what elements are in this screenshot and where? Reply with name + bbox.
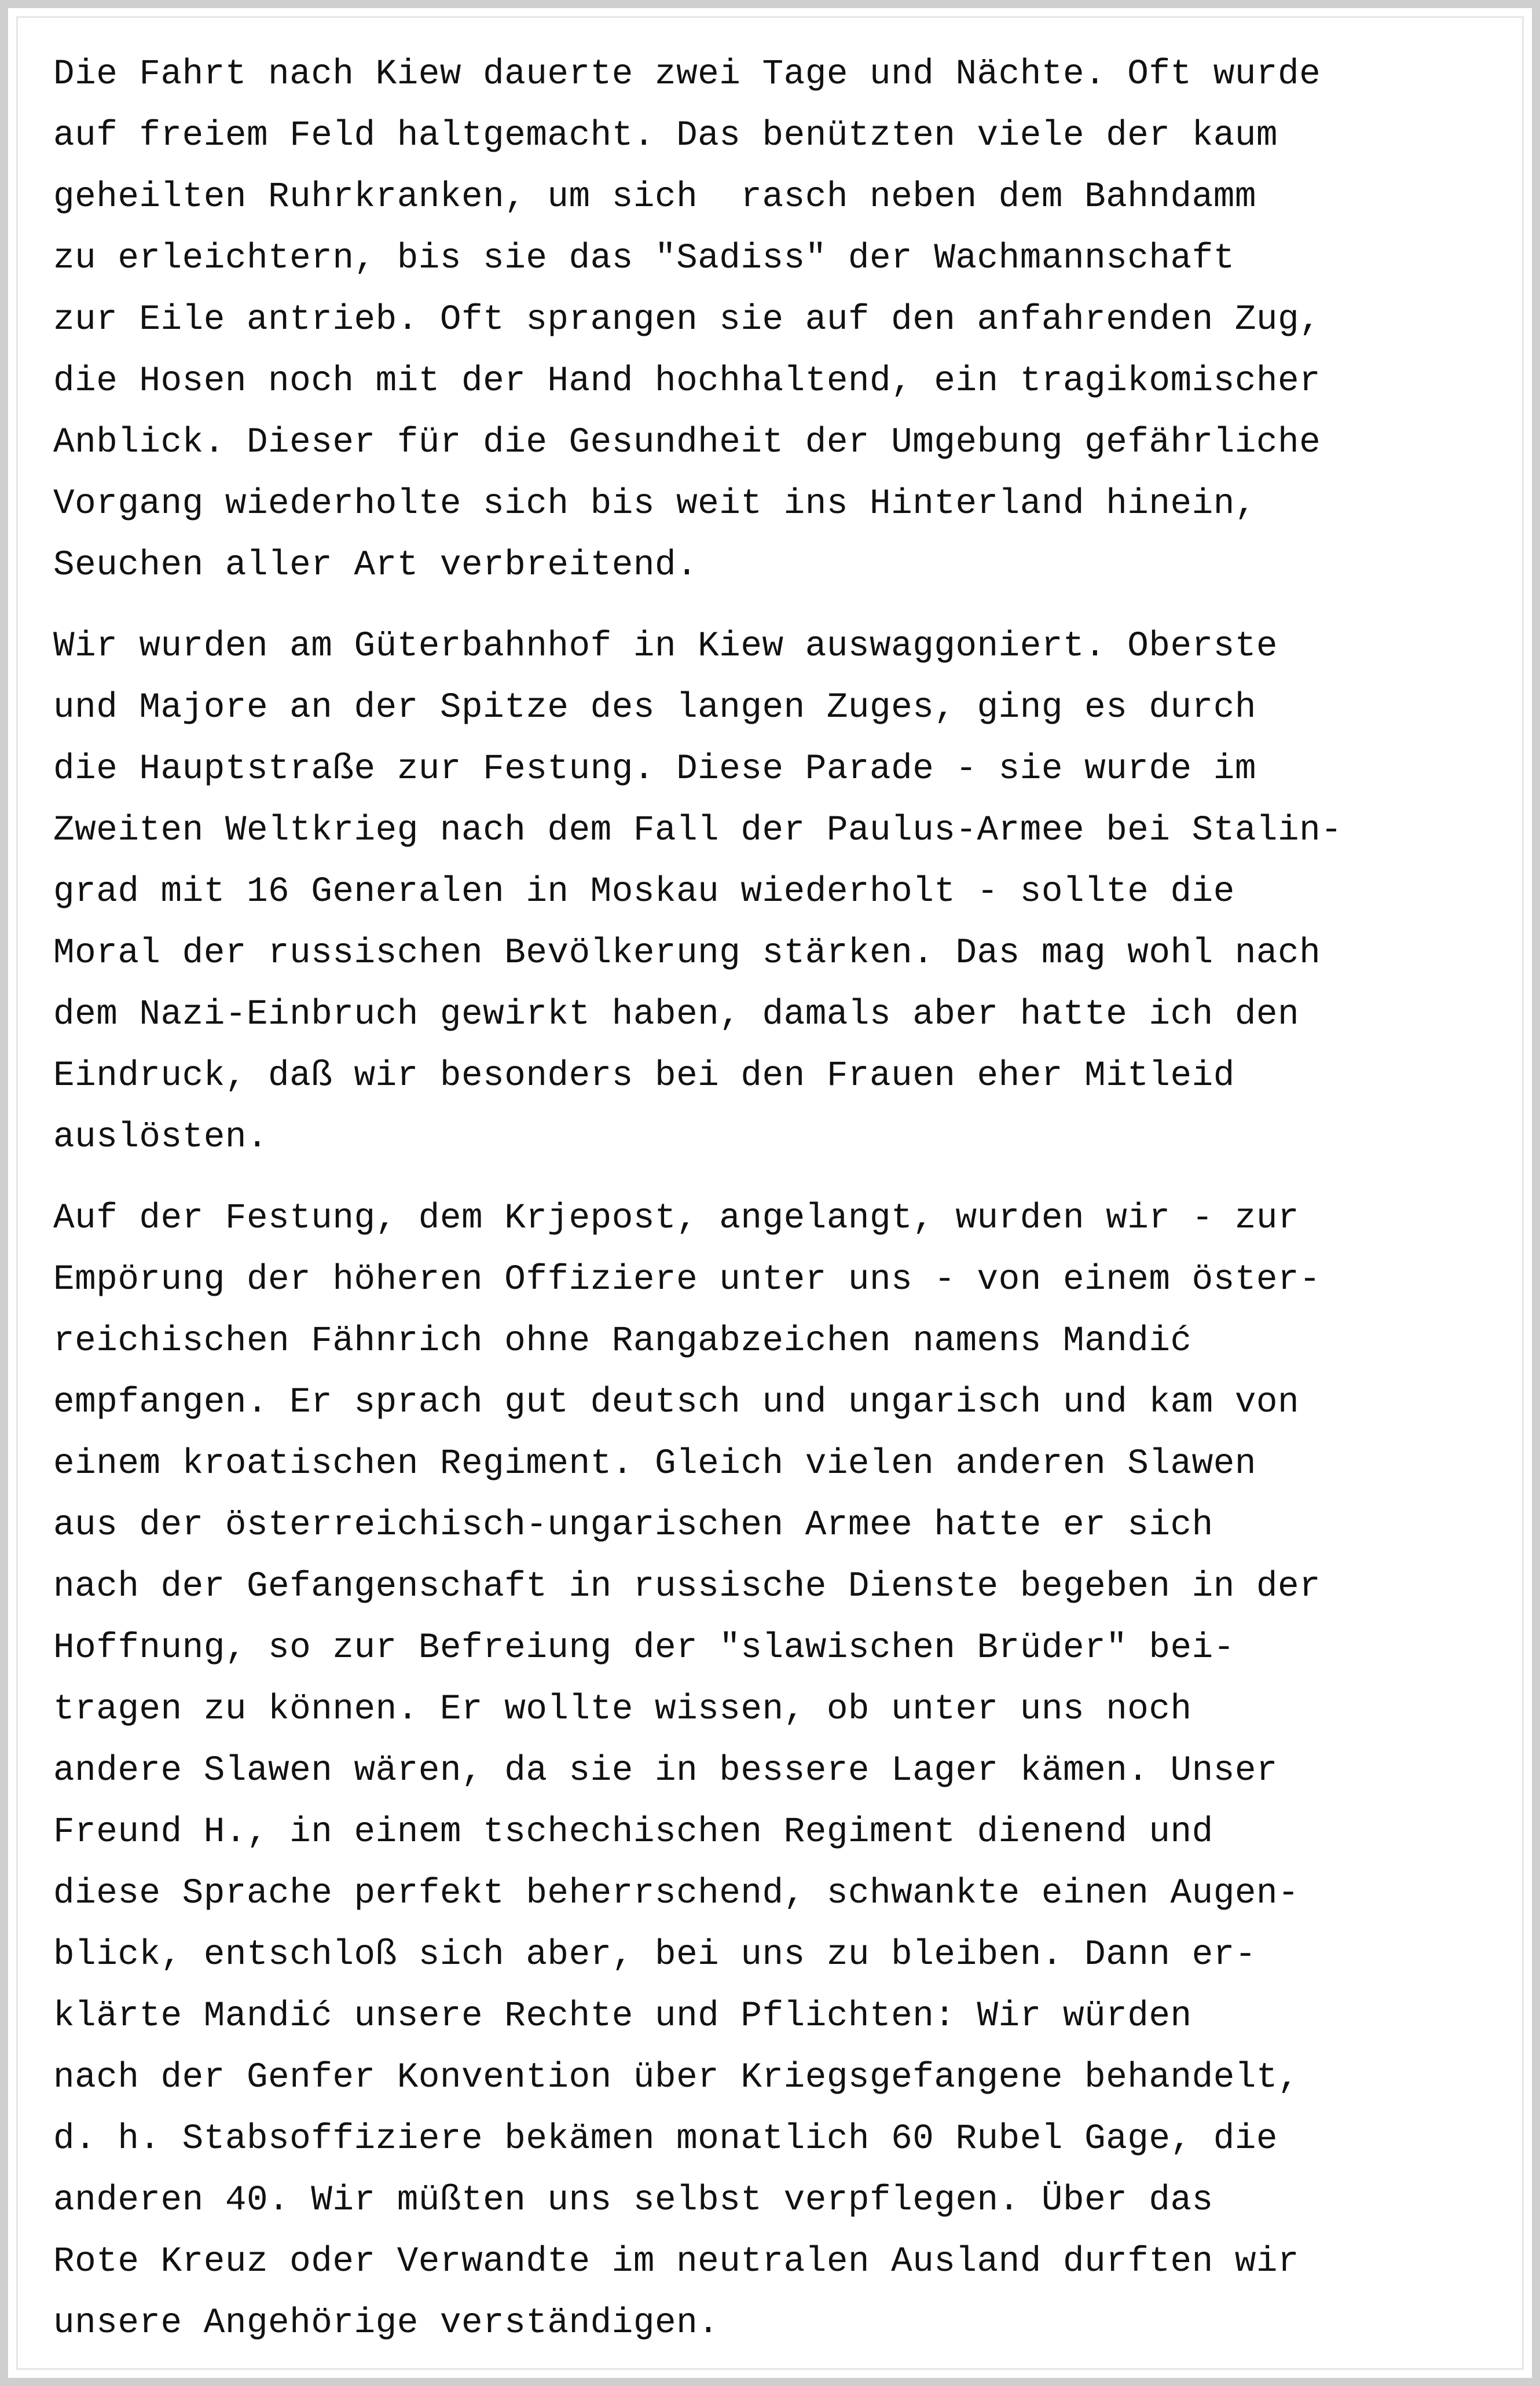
text-line: die Hosen noch mit der Hand hochhaltend, ein tragikomischer (53, 361, 1321, 401)
text-line: andere Slawen wären, da sie in bessere Lager kämen. Unser (53, 1751, 1278, 1791)
text-line: nach der Genfer Konvention über Kriegsgefangene behandelt, (53, 2058, 1300, 2098)
text-line: blick, entschloß sich aber, bei uns zu bleiben. Dann er- (53, 1935, 1256, 1975)
text-line: geheilten Ruhrkranken, um sich rasch neben dem Bahndamm (53, 177, 1256, 217)
document-text-body (53, 44, 1512, 2374)
text-line: dem Nazi-Einbruch gewirkt haben, damals aber hatte ich den (53, 995, 1300, 1035)
text-line: auf freiem Feld haltgemacht. Das benützten viele der kaum (53, 116, 1278, 156)
text-line: tragen zu können. Er wollte wissen, ob unter uns noch (53, 1689, 1192, 1729)
text-line: und Majore an der Spitze des langen Zuges, ging es durch (53, 688, 1256, 728)
text-line: die Hauptstraße zur Festung. Diese Parade - sie wurde im (53, 749, 1256, 789)
text-line: Hoffnung, so zur Befreiung der "slawischen Brüder" bei- (53, 1628, 1235, 1668)
text-line: diese Sprache perfekt beherrschend, schwankte einen Augen- (53, 1874, 1300, 1914)
text-line: grad mit 16 Generalen in Moskau wiederholt - sollte die (53, 872, 1235, 912)
text-line: zu erleichtern, bis sie das "Sadiss" der Wachmannschaft (53, 239, 1235, 278)
text-line: Freund H., in einem tschechischen Regiment dienend und (53, 1812, 1213, 1852)
text-line: Vorgang wiederholte sich bis weit ins Hinterland hinein, (53, 484, 1256, 524)
text-line: Wir wurden am Güterbahnhof in Kiew auswaggoniert. Oberste (53, 626, 1278, 666)
text-line: anderen 40. Wir müßten uns selbst verpflegen. Über das (53, 2180, 1213, 2220)
text-line: reichischen Fähnrich ohne Rangabzeichen namens Mandić (53, 1321, 1192, 1361)
paragraph-2 (53, 616, 1512, 1168)
text-line: Auf der Festung, dem Krjepost, angelangt, wurden wir - zur (53, 1199, 1300, 1238)
text-line: Moral der russischen Bevölkerung stärken. Das mag wohl nach (53, 933, 1321, 973)
text-line: Seuchen aller Art verbreitend. (53, 545, 698, 585)
text-line: Empörung der höheren Offiziere unter uns - von einem öster- (53, 1260, 1321, 1300)
text-line: unsere Angehörige verständigen. (53, 2303, 720, 2343)
text-line: Eindruck, daß wir besonders bei den Frauen eher Mitleid (53, 1056, 1235, 1096)
text-line: Rote Kreuz oder Verwandte im neutralen Ausland durften wir (53, 2242, 1300, 2282)
paragraph-3 (53, 1188, 1512, 2354)
text-line: nach der Gefangenschaft in russische Dienste begeben in der (53, 1567, 1321, 1607)
text-line: klärte Mandić unsere Rechte und Pflichten: Wir würden (53, 1996, 1192, 2036)
text-line: aus der österreichisch-ungarischen Armee hatte er sich (53, 1505, 1213, 1545)
text-line: auslösten. (53, 1117, 269, 1157)
text-line: Die Fahrt nach Kiew dauerte zwei Tage und Nächte. Oft wurde (53, 54, 1321, 94)
text-line: Anblick. Dieser für die Gesundheit der Umgebung gefährliche (53, 423, 1321, 463)
text-line: d. h. Stabsoffiziere bekämen monatlich 60 Rubel Gage, die (53, 2119, 1278, 2159)
text-line: einem kroatischen Regiment. Gleich vielen anderen Slawen (53, 1444, 1256, 1484)
text-line: zur Eile antrieb. Oft sprangen sie auf den anfahrenden Zug, (53, 300, 1321, 340)
paragraph-1 (53, 44, 1512, 596)
text-line: Zweiten Weltkrieg nach dem Fall der Paulus-Armee bei Stalin- (53, 811, 1343, 851)
text-line: empfangen. Er sprach gut deutsch und ungarisch und kam von (53, 1383, 1300, 1423)
